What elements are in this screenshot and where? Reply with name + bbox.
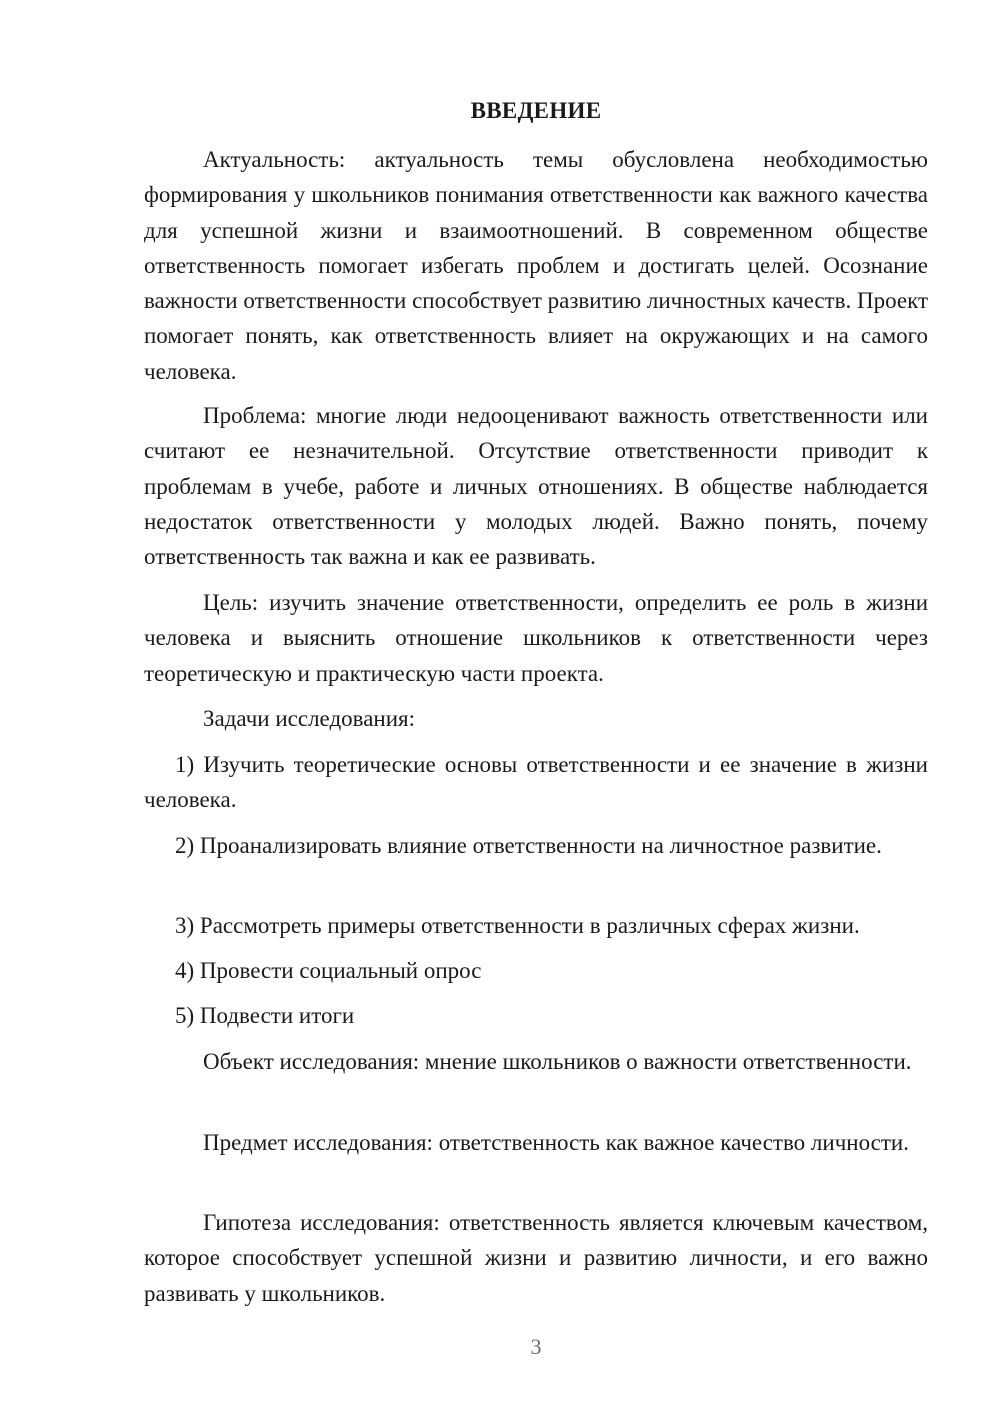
list-item-task-3: 3) Рассмотреть примеры ответственности в различных сферах жизни. [175,913,860,938]
tasks-heading: Задачи исследования: [203,706,416,731]
list-item-task-4: 4) Провести социальный опрос [175,958,482,983]
page-number: 3 [530,1334,542,1359]
paragraph-relevance: Актуальность: актуальность темы обусловлена необходимостью формирования у школьников понимания ответственности как важного качества для успешной жизни и взаимоотношений. В современном обществе ответственность помогает избегать проблем и достигать целей. Осознание важности ответственности способствует развитию личностных качеств. Проект помогает понять, как ответственность влияет на окружающих и на самого человека. [144,147,928,384]
list-item-task-2: 2) Проанализировать влияние ответственности на личностное развитие. [175,833,882,858]
paragraph-object: Объект исследования: мнение школьников о важности ответственности. [203,1049,912,1074]
list-item-task-5: 5) Подвести итоги [175,1003,355,1028]
paragraph-subject: Предмет исследования: ответственность как важное качество личности. [203,1130,909,1155]
list-item-task-1: 1) Изучить теоретические основы ответственности и ее значение в жизни человека. [144,752,928,813]
paragraph-goal: Цель: изучить значение ответственности, определить ее роль в жизни человека и выяснить отношение школьников к ответственности через теоретическую и практическую части проекта. [144,590,928,686]
paragraph-problem: Проблема: многие люди недооценивают важность ответственности или считают ее незначительной. Отсутствие ответственности приводит к проблемам в учебе, работе и личных отношениях. В обществе наблюдается недостаток ответственности у молодых людей. Важно понять, почему ответственность так важна и как ее развивать. [144,403,928,570]
paragraph-hypothesis: Гипотеза исследования: ответственность является ключевым качеством, которое способствует успешной жизни и развитию личности, и его важно развивать у школьников. [144,1210,928,1306]
page-title: ВВЕДЕНИЕ [470,98,602,123]
